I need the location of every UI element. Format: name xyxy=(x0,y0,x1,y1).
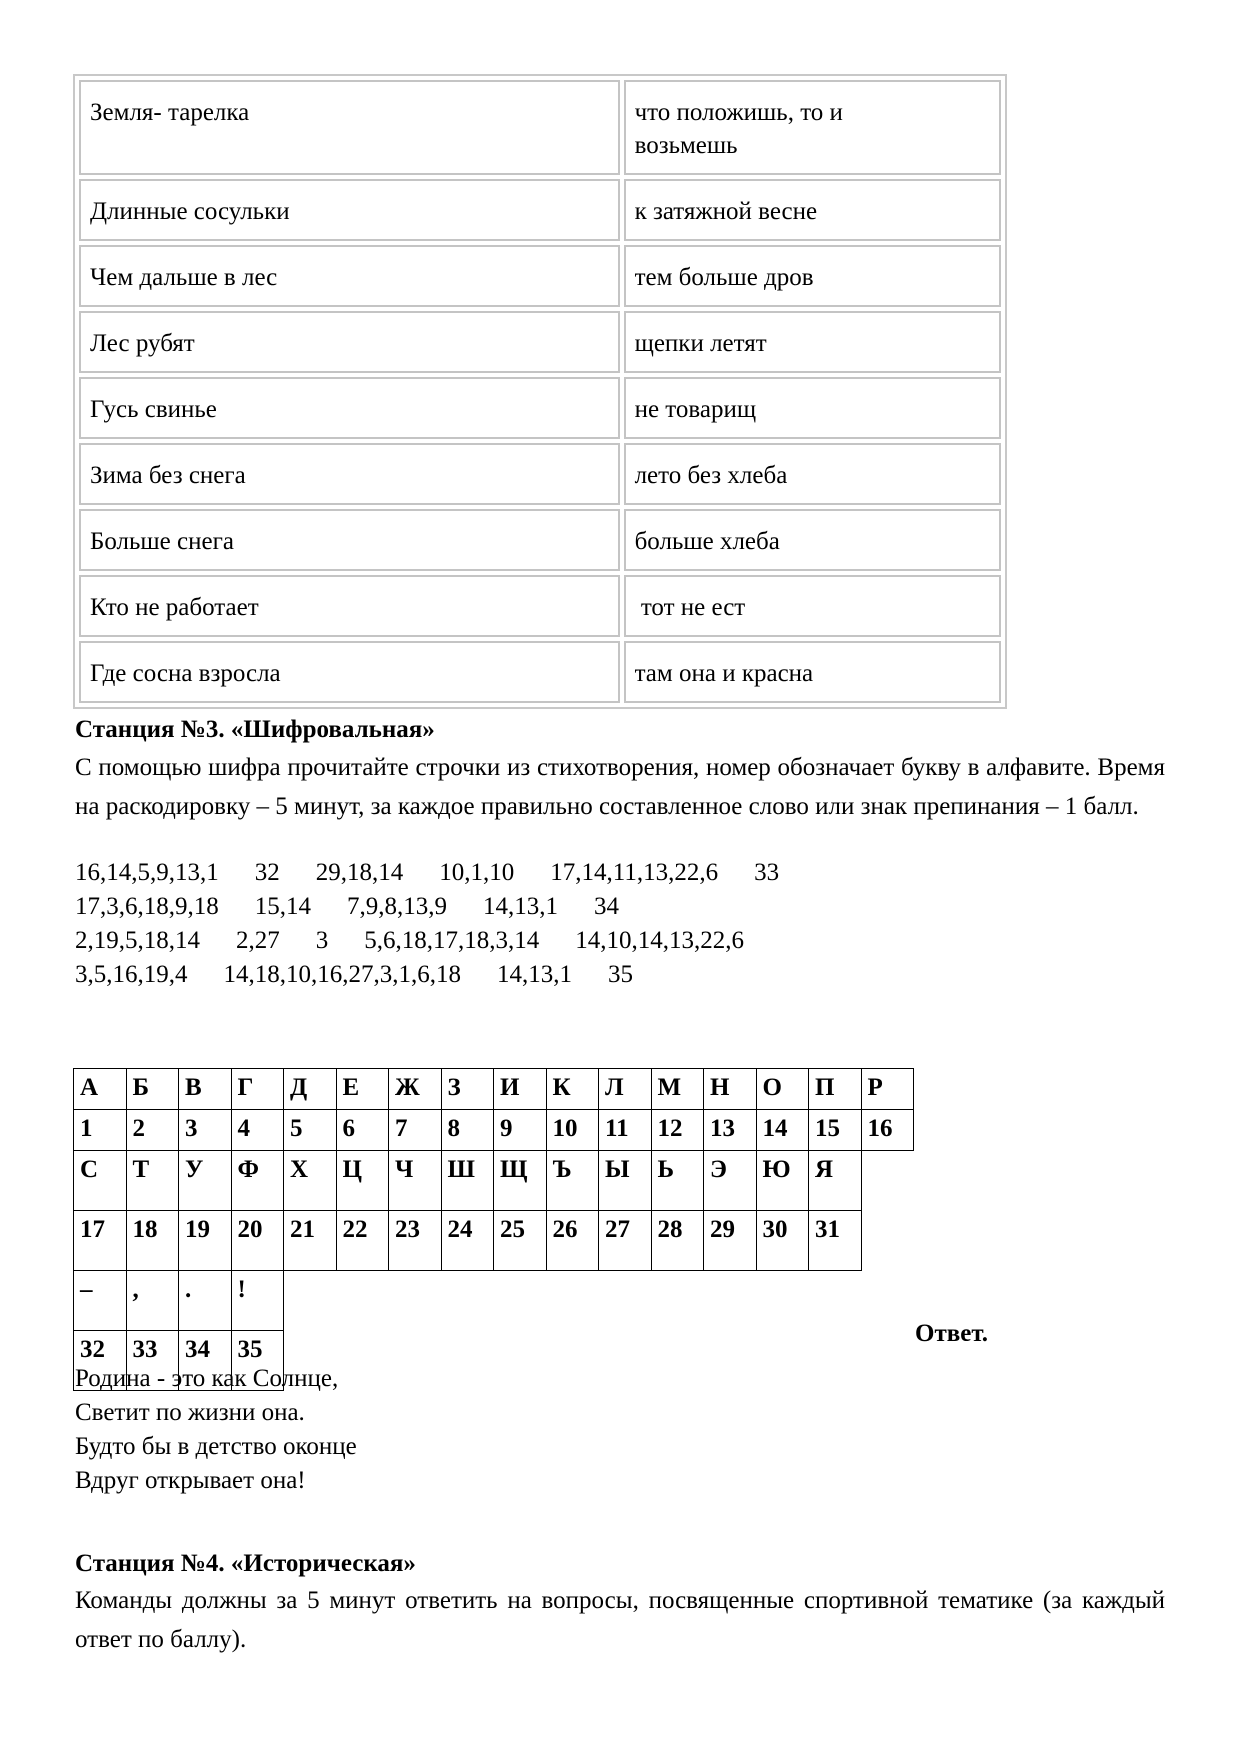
proverb-row xyxy=(79,575,1001,637)
alphabet-letter-cell: Ж xyxy=(388,1068,442,1110)
alphabet-number-cell: 27 xyxy=(598,1210,652,1271)
alphabet-letter-cell: Я xyxy=(808,1150,862,1211)
alphabet-letter-cell: К xyxy=(546,1068,600,1110)
alphabet-sign-cell: ! xyxy=(231,1270,285,1331)
alphabet-letter-cell: Г xyxy=(231,1068,285,1110)
proverb-start: Земля- тарелка xyxy=(79,80,620,175)
alphabet-sign-cell: , xyxy=(126,1270,180,1331)
alphabet-number-cell: 8 xyxy=(441,1109,495,1151)
alphabet-letter-cell: Е xyxy=(336,1068,390,1110)
proverb-end-text: не товарищ xyxy=(634,396,757,423)
alphabet-number-cell: 19 xyxy=(178,1210,232,1271)
alphabet-number-cell: 5 xyxy=(283,1109,337,1151)
cipher-group: 14,13,1 xyxy=(497,961,572,988)
proverb-row xyxy=(79,245,1001,307)
proverb-end-text: больше хлеба xyxy=(634,528,780,555)
alphabet-number-cell: 9 xyxy=(493,1109,547,1151)
alphabet-letter-cell: Б xyxy=(126,1068,180,1110)
alphabet-number-cell: 28 xyxy=(651,1210,705,1271)
cipher-group: 35 xyxy=(608,961,633,988)
alphabet-number-cell: 2 xyxy=(126,1109,180,1151)
cipher-group: 3,5,16,19,4 xyxy=(75,961,188,988)
alphabet-letter-cell: Ъ xyxy=(546,1150,600,1211)
alphabet-number-cell: 11 xyxy=(598,1109,652,1151)
alphabet-number-cell: 1 xyxy=(73,1109,127,1151)
alphabet-letter-cell: С xyxy=(73,1150,127,1211)
cipher-group: 2,19,5,18,14 xyxy=(75,927,200,954)
cipher-group: 7,9,8,13,9 xyxy=(347,893,447,920)
alphabet-letter-cell: В xyxy=(178,1068,232,1110)
cipher-group: 14,10,14,13,22,6 xyxy=(575,927,744,954)
alphabet-number-cell: 3 xyxy=(178,1109,232,1151)
proverb-end-text: тем больше дров xyxy=(634,264,814,291)
proverbs-table xyxy=(73,74,1007,709)
alphabet-number-cell: 22 xyxy=(336,1210,390,1271)
cipher-group: 14,18,10,16,27,3,1,6,18 xyxy=(223,961,461,988)
station3-description: С помощью шифра прочитайте строчки из стихотворения, номер обозначает букву в алфавите. Время на раскодировку – 5 минут, за каждое правильно составленное слово или знак препинания – 1 балл. xyxy=(75,754,1165,820)
cipher-line xyxy=(75,958,633,992)
alphabet-number-cell: 10 xyxy=(546,1109,600,1151)
station3-heading: Станция №3. «Шифровальная» xyxy=(75,716,435,743)
alphabet-number-cell: 17 xyxy=(73,1210,127,1271)
station4-heading: Станция №4. «Историческая» xyxy=(75,1550,416,1577)
proverb-row xyxy=(79,509,1001,571)
alphabet-letter-cell: П xyxy=(808,1068,862,1110)
cipher-group: 14,13,1 xyxy=(483,893,558,920)
proverb-end xyxy=(624,509,1001,571)
proverb-start: Гусь свинье xyxy=(79,377,620,439)
alphabet-letter-cell: З xyxy=(441,1068,495,1110)
answer-poem xyxy=(75,1362,357,1498)
proverb-end-text: к затяжной весне xyxy=(634,198,818,225)
alphabet-letter-cell: А xyxy=(73,1068,127,1110)
alphabet-number-cell: 35 xyxy=(231,1330,285,1391)
alphabet-letter-cell: М xyxy=(651,1068,705,1110)
alphabet-letter-cell: Ю xyxy=(756,1150,810,1211)
alphabet-number-cell: 24 xyxy=(441,1210,495,1271)
cipher-group: 32 xyxy=(254,859,280,886)
cipher-group: 17,3,6,18,9,18 xyxy=(75,893,219,920)
alphabet-number-cell: 6 xyxy=(336,1109,390,1151)
proverb-end-text: лето без хлеба xyxy=(634,462,788,489)
alphabet-number-cell: 21 xyxy=(283,1210,337,1271)
proverb-start: Где сосна взросла xyxy=(79,641,620,703)
proverb-row xyxy=(79,179,1001,241)
poem-line: Родина - это как Солнце, xyxy=(75,1365,339,1392)
alphabet-letter-cell: Ы xyxy=(598,1150,652,1211)
alphabet-number-cell: 31 xyxy=(808,1210,862,1271)
alphabet-letter-cell: И xyxy=(493,1068,547,1110)
proverb-end xyxy=(624,641,1001,703)
proverb-end xyxy=(624,575,1001,637)
cipher-line xyxy=(75,890,619,924)
cipher-group: 16,14,5,9,13,1 xyxy=(75,859,219,886)
alphabet-number-cell: 33 xyxy=(126,1330,180,1391)
alphabet-letter-cell: Т xyxy=(126,1150,180,1211)
proverb-row xyxy=(79,311,1001,373)
alphabet-letter-cell: Ф xyxy=(231,1150,285,1211)
alphabet-number-cell: 26 xyxy=(546,1210,600,1271)
alphabet-letter-cell: Э xyxy=(703,1150,757,1211)
cipher-group: 2,27 xyxy=(236,927,280,954)
cipher-line xyxy=(75,924,744,958)
alphabet-letter-cell: О xyxy=(756,1068,810,1110)
alphabet-number-cell: 7 xyxy=(388,1109,442,1151)
proverb-row xyxy=(79,443,1001,505)
proverb-end-text: щепки летят xyxy=(634,330,767,357)
alphabet-letter-cell: Р xyxy=(861,1068,915,1110)
alphabet-number-cell: 4 xyxy=(231,1109,285,1151)
alphabet-number-cell: 15 xyxy=(808,1109,862,1151)
proverb-start: Лес рубят xyxy=(79,311,620,373)
proverb-end-text: тот не ест xyxy=(634,594,746,621)
alphabet-number-cell: 14 xyxy=(756,1109,810,1151)
cipher-group: 15,14 xyxy=(254,893,311,920)
proverb-end xyxy=(624,311,1001,373)
alphabet-letter-cell: Ь xyxy=(651,1150,705,1211)
proverb-start: Чем дальше в лес xyxy=(79,245,620,307)
cipher-line xyxy=(75,856,779,890)
alphabet-number-cell: 16 xyxy=(861,1109,915,1151)
proverb-start: Больше снега xyxy=(79,509,620,571)
alphabet-number-cell: 20 xyxy=(231,1210,285,1271)
poem-line: Будто бы в детство оконце xyxy=(75,1433,357,1460)
alphabet-number-cell: 34 xyxy=(178,1330,232,1391)
alphabet-number-cell: 29 xyxy=(703,1210,757,1271)
proverb-end-text: там она и красна xyxy=(634,660,814,687)
alphabet-letter-cell: Д xyxy=(283,1068,337,1110)
alphabet-number-cell: 13 xyxy=(703,1109,757,1151)
proverb-end xyxy=(624,245,1001,307)
cipher-group: 29,18,14 xyxy=(315,859,404,886)
alphabet-letter-cell: Н xyxy=(703,1068,757,1110)
alphabet-letter-cell: Щ xyxy=(493,1150,547,1211)
alphabet-number-cell: 12 xyxy=(651,1109,705,1151)
cipher-group: 17,14,11,13,22,6 xyxy=(550,859,719,886)
answer-label: Ответ. xyxy=(915,1320,988,1347)
proverb-start: Длинные сосульки xyxy=(79,179,620,241)
proverb-start: Зима без снега xyxy=(79,443,620,505)
alphabet-letter-cell: У xyxy=(178,1150,232,1211)
alphabet-letter-cell: Х xyxy=(283,1150,337,1211)
cipher-group: 3 xyxy=(315,927,329,954)
proverb-row xyxy=(79,377,1001,439)
alphabet-letter-cell: Ч xyxy=(388,1150,442,1211)
cipher-group: 10,1,10 xyxy=(439,859,515,886)
alphabet-letter-cell: Л xyxy=(598,1068,652,1110)
proverb-row xyxy=(79,80,1001,175)
alphabet-number-cell: 23 xyxy=(388,1210,442,1271)
proverb-end xyxy=(624,80,1001,175)
alphabet-number-cell: 18 xyxy=(126,1210,180,1271)
proverb-end-text: что положишь, то и возьмешь xyxy=(634,99,843,159)
cipher-group: 34 xyxy=(594,893,619,920)
poem-line: Вдруг открывает она! xyxy=(75,1467,306,1494)
proverb-end xyxy=(624,179,1001,241)
station4-description: Команды должны за 5 минут ответить на вопросы, посвященные спортивной тематике (за каждый ответ по баллу). xyxy=(75,1587,1165,1653)
alphabet-letter-cell: Ц xyxy=(336,1150,390,1211)
alphabet-sign-cell: . xyxy=(178,1270,232,1331)
proverb-start: Кто не работает xyxy=(79,575,620,637)
proverb-row xyxy=(79,641,1001,703)
poem-line: Светит по жизни она. xyxy=(75,1399,305,1426)
cipher-group: 33 xyxy=(754,859,780,886)
alphabet-number-cell: 30 xyxy=(756,1210,810,1271)
alphabet-sign-cell: – xyxy=(73,1270,127,1331)
proverb-end xyxy=(624,377,1001,439)
cipher-group: 5,6,18,17,18,3,14 xyxy=(364,927,540,954)
proverb-end xyxy=(624,443,1001,505)
alphabet-number-cell: 32 xyxy=(73,1330,127,1391)
alphabet-letter-cell: Ш xyxy=(441,1150,495,1211)
alphabet-number-cell: 25 xyxy=(493,1210,547,1271)
